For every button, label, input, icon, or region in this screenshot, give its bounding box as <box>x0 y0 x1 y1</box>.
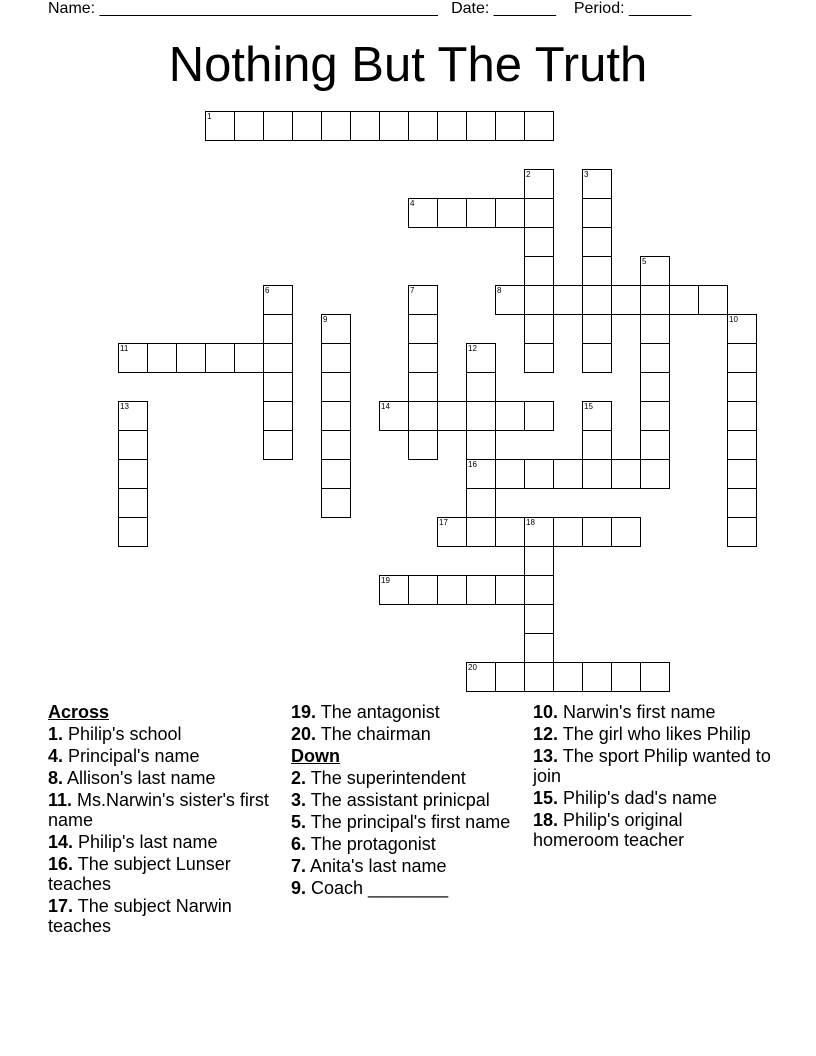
date-label: Date: <box>451 0 490 17</box>
grid-cell[interactable] <box>495 517 525 547</box>
grid-cell[interactable] <box>727 488 757 518</box>
grid-cell[interactable] <box>408 372 438 402</box>
clue-down-3: 3. The assistant prinicpal <box>291 790 490 810</box>
grid-cell[interactable] <box>466 488 496 518</box>
grid-cell[interactable] <box>147 343 177 373</box>
grid-cell[interactable] <box>263 372 293 402</box>
grid-cell[interactable] <box>321 430 351 460</box>
grid-cell[interactable] <box>408 198 438 228</box>
grid-cell[interactable] <box>524 227 554 257</box>
grid-cell[interactable] <box>582 169 612 199</box>
grid-cell[interactable] <box>524 256 554 286</box>
grid-cell[interactable] <box>524 662 554 692</box>
grid-cell[interactable] <box>524 517 554 547</box>
clue-number: 1 <box>207 112 212 121</box>
grid-cell[interactable] <box>582 343 612 373</box>
grid-cell[interactable] <box>466 111 496 141</box>
name-label: Name: <box>48 0 96 17</box>
clue-down-12: 12. The girl who likes Philip <box>533 724 751 744</box>
clue-number: 14 <box>381 402 390 411</box>
clues-column-1 <box>48 702 278 938</box>
grid-cell[interactable] <box>234 343 264 373</box>
grid-cell[interactable] <box>582 198 612 228</box>
grid-cell[interactable] <box>321 343 351 373</box>
grid-cell[interactable] <box>408 285 438 315</box>
grid-cell[interactable] <box>582 314 612 344</box>
grid-cell[interactable] <box>611 459 641 489</box>
grid-cell[interactable] <box>640 430 670 460</box>
grid-cell[interactable] <box>553 662 583 692</box>
grid-cell[interactable] <box>524 604 554 634</box>
grid-cell[interactable] <box>321 459 351 489</box>
clue-number: 10 <box>729 315 738 324</box>
grid-cell[interactable] <box>640 314 670 344</box>
name-line[interactable]: ______________________________________ <box>99 0 438 17</box>
grid-cell[interactable] <box>524 169 554 199</box>
clue-number: 4 <box>410 199 415 208</box>
clue-number: 16 <box>468 460 477 469</box>
grid-cell[interactable] <box>640 662 670 692</box>
clue-number: 6 <box>265 286 270 295</box>
grid-cell[interactable] <box>524 401 554 431</box>
grid-cell[interactable] <box>379 401 409 431</box>
grid-cell[interactable] <box>495 111 525 141</box>
grid-cell[interactable] <box>524 314 554 344</box>
grid-cell[interactable] <box>524 633 554 663</box>
grid-cell[interactable] <box>321 314 351 344</box>
clue-down-9: 9. Coach ________ <box>291 878 449 898</box>
grid-cell[interactable] <box>263 430 293 460</box>
clue-across-14: 14. Philip's last name <box>48 832 218 852</box>
grid-cell[interactable] <box>495 662 525 692</box>
grid-cell[interactable] <box>640 343 670 373</box>
date-line[interactable]: _______ <box>493 0 557 17</box>
grid-cell[interactable] <box>553 459 583 489</box>
grid-cell[interactable] <box>408 343 438 373</box>
grid-cell[interactable] <box>321 488 351 518</box>
grid-cell[interactable] <box>611 662 641 692</box>
grid-cell[interactable] <box>350 111 380 141</box>
grid-cell[interactable] <box>466 372 496 402</box>
grid-cell[interactable] <box>408 314 438 344</box>
clue-down-13: 13. The sport Philip wanted to join <box>533 746 771 786</box>
grid-cell[interactable] <box>466 401 496 431</box>
clues-column-2 <box>291 702 521 900</box>
grid-cell[interactable] <box>234 111 264 141</box>
grid-cell[interactable] <box>727 372 757 402</box>
clue-down-18: 18. Philip's original homeroom teacher <box>533 810 685 850</box>
grid-cell[interactable] <box>379 111 409 141</box>
grid-cell[interactable] <box>408 111 438 141</box>
clue-across-20: 20. The chairman <box>291 724 431 744</box>
clue-number: 9 <box>323 315 328 324</box>
grid-cell[interactable] <box>408 401 438 431</box>
grid-cell[interactable] <box>205 343 235 373</box>
grid-cell[interactable] <box>263 343 293 373</box>
grid-cell[interactable] <box>524 575 554 605</box>
grid-cell[interactable] <box>118 430 148 460</box>
grid-cell[interactable] <box>495 459 525 489</box>
clue-across-8: 8. Allison's last name <box>48 768 216 788</box>
grid-cell[interactable] <box>263 285 293 315</box>
grid-cell[interactable] <box>524 343 554 373</box>
clue-across-16: 16. The subject Lunser teaches <box>48 854 231 894</box>
clue-across-19: 19. The antagonist <box>291 702 440 722</box>
grid-cell[interactable] <box>727 430 757 460</box>
grid-cell[interactable] <box>582 285 612 315</box>
grid-cell[interactable] <box>466 459 496 489</box>
clue-number: 8 <box>497 286 502 295</box>
grid-cell[interactable] <box>727 459 757 489</box>
clue-number: 2 <box>526 170 531 179</box>
clue-number: 19 <box>381 576 390 585</box>
grid-cell[interactable] <box>495 285 525 315</box>
grid-cell[interactable] <box>118 459 148 489</box>
clue-number: 11 <box>120 344 129 353</box>
grid-cell[interactable] <box>118 401 148 431</box>
grid-cell[interactable] <box>727 343 757 373</box>
grid-cell[interactable] <box>524 285 554 315</box>
clue-across-17: 17. The subject Narwin teaches <box>48 896 232 936</box>
grid-cell[interactable] <box>582 459 612 489</box>
grid-cell[interactable] <box>669 285 699 315</box>
grid-cell[interactable] <box>727 517 757 547</box>
grid-cell[interactable] <box>205 111 235 141</box>
grid-cell[interactable] <box>640 401 670 431</box>
grid-cell[interactable] <box>524 198 554 228</box>
grid-cell[interactable] <box>553 517 583 547</box>
grid-cell[interactable] <box>118 517 148 547</box>
grid-cell[interactable] <box>582 401 612 431</box>
grid-cell[interactable] <box>466 343 496 373</box>
grid-cell[interactable] <box>437 198 467 228</box>
grid-cell[interactable] <box>698 285 728 315</box>
grid-cell[interactable] <box>263 314 293 344</box>
clue-down-6: 6. The protagonist <box>291 834 436 854</box>
clue-number: 17 <box>439 518 448 527</box>
clue-number: 18 <box>526 518 535 527</box>
grid-cell[interactable] <box>176 343 206 373</box>
grid-cell[interactable] <box>495 575 525 605</box>
clue-number: 3 <box>584 170 589 179</box>
grid-cell[interactable] <box>408 575 438 605</box>
grid-cell[interactable] <box>292 111 322 141</box>
grid-cell[interactable] <box>640 459 670 489</box>
clue-across-1: 1. Philip's school <box>48 724 182 744</box>
grid-cell[interactable] <box>437 575 467 605</box>
grid-cell[interactable] <box>611 285 641 315</box>
grid-cell[interactable] <box>466 517 496 547</box>
grid-cell[interactable] <box>466 662 496 692</box>
grid-cell[interactable] <box>321 401 351 431</box>
clue-across-11: 11. Ms.Narwin's sister's first name <box>48 790 269 830</box>
clue-number: 12 <box>468 344 477 353</box>
clue-number: 13 <box>120 402 129 411</box>
page-title: Nothing But The Truth <box>168 38 648 92</box>
clue-number: 20 <box>468 663 477 672</box>
clue-down-2: 2. The superintendent <box>291 768 466 788</box>
grid-cell[interactable] <box>437 517 467 547</box>
grid-cell[interactable] <box>611 517 641 547</box>
grid-cell[interactable] <box>524 111 554 141</box>
grid-cell[interactable] <box>437 111 467 141</box>
clue-number: 7 <box>410 286 415 295</box>
grid-cell[interactable] <box>553 285 583 315</box>
grid-cell[interactable] <box>727 314 757 344</box>
period-label: Period: <box>573 0 625 17</box>
grid-cell[interactable] <box>379 575 409 605</box>
grid-cell[interactable] <box>437 401 467 431</box>
clue-across-4: 4. Principal's name <box>48 746 200 766</box>
grid-cell[interactable] <box>640 285 670 315</box>
grid-cell[interactable] <box>263 111 293 141</box>
clue-down-15: 15. Philip's dad's name <box>533 788 717 808</box>
clue-number: 15 <box>584 402 593 411</box>
grid-cell[interactable] <box>263 401 293 431</box>
across-heading: Across <box>48 702 110 722</box>
grid-cell[interactable] <box>408 430 438 460</box>
grid-cell[interactable] <box>582 517 612 547</box>
grid-cell[interactable] <box>321 372 351 402</box>
period-line[interactable]: _______ <box>629 0 692 17</box>
grid-cell[interactable] <box>495 401 525 431</box>
grid-cell[interactable] <box>118 488 148 518</box>
grid-cell[interactable] <box>582 227 612 257</box>
down-heading: Down <box>291 746 340 766</box>
grid-cell[interactable] <box>727 401 757 431</box>
grid-cell[interactable] <box>466 198 496 228</box>
grid-cell[interactable] <box>466 430 496 460</box>
grid-cell[interactable] <box>524 459 554 489</box>
grid-cell[interactable] <box>582 256 612 286</box>
grid-cell[interactable] <box>321 111 351 141</box>
grid-cell[interactable] <box>466 575 496 605</box>
grid-cell[interactable] <box>582 662 612 692</box>
clue-down-10: 10. Narwin's first name <box>533 702 716 722</box>
clues-column-3 <box>533 702 773 852</box>
grid-cell[interactable] <box>640 256 670 286</box>
grid-cell[interactable] <box>582 430 612 460</box>
grid-cell[interactable] <box>524 546 554 576</box>
clue-down-5: 5. The principal's first name <box>291 812 511 832</box>
clue-number: 5 <box>642 257 647 266</box>
grid-cell[interactable] <box>118 343 148 373</box>
grid-cell[interactable] <box>640 372 670 402</box>
grid-cell[interactable] <box>495 198 525 228</box>
clue-down-7: 7. Anita's last name <box>291 856 447 876</box>
